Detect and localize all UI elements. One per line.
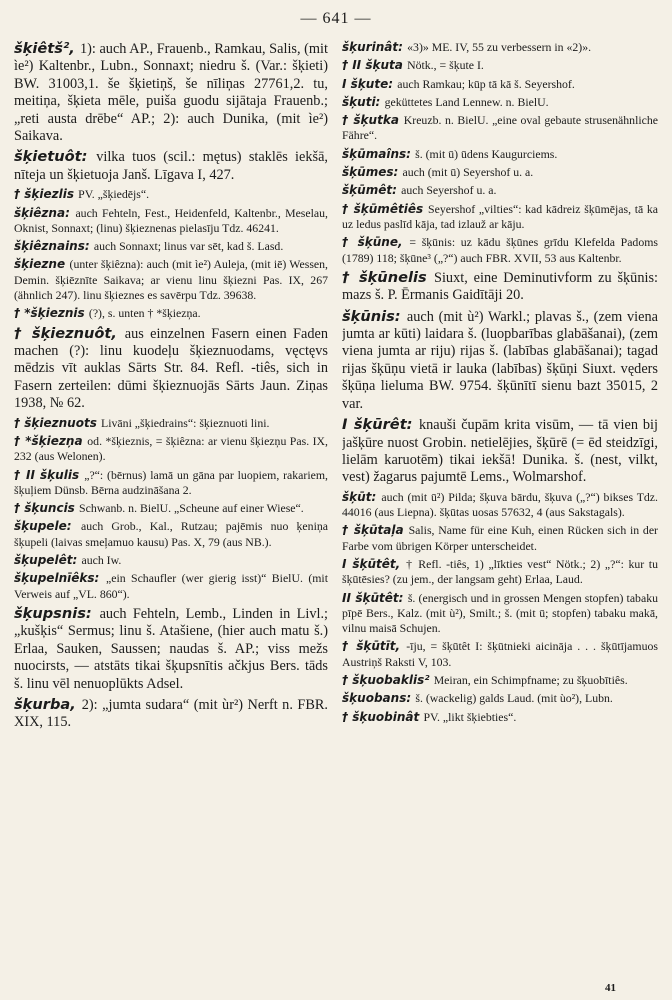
page-number: — 641 — xyxy=(300,10,372,27)
dictionary-entry xyxy=(14,239,328,254)
entry-text: Siuxt, eine Deminutivform zu šķūnis: mazs š. P. Ērmanis Gaidītāji 20. xyxy=(342,269,658,304)
entry-text: „ein Schaufler (wer gierig isst)“ BielU. (mit Verweis auf „VL. 860“). xyxy=(14,571,328,601)
entry-text: «3)» ME. IV, 55 zu verbessern in «2)». xyxy=(407,40,592,54)
dictionary-entry xyxy=(14,416,328,431)
entry-headword: I šķūrêt: xyxy=(342,416,419,434)
entry-text: auch Ramkau; kūp tā kā š. Seyershof. xyxy=(397,76,575,91)
entry-headword: † II šķuta xyxy=(342,58,408,73)
entry-headword: I šķūtêt, xyxy=(342,556,407,571)
entry-headword: šķurba, xyxy=(14,695,82,713)
dictionary-entry xyxy=(342,673,658,688)
entry-text: (?), s. unten † *šķiezņa. xyxy=(88,306,201,321)
entry-text: auch Seyershof u. a. xyxy=(401,183,497,198)
dictionary-entry xyxy=(14,187,328,202)
left-column xyxy=(14,40,328,978)
entry-text: od. *šķieznis, = šķiêzna: ar vienu šķiezņu Pas. IX, 232 (aus Welonen). xyxy=(14,433,328,464)
dictionary-entry xyxy=(342,691,658,706)
dictionary-entry xyxy=(342,202,658,233)
dictionary-entry xyxy=(342,147,658,162)
entry-headword: šķiezne xyxy=(14,257,70,272)
entry-headword: † šķieznuots xyxy=(14,415,102,430)
dictionary-entry xyxy=(14,257,328,303)
entry-headword: † šķūmêtiês xyxy=(342,201,429,216)
dictionary-entry xyxy=(14,40,328,145)
dictionary-entry xyxy=(14,306,328,321)
entry-headword: † šķūtaļa xyxy=(342,523,409,538)
entry-headword: šķupele: xyxy=(14,519,81,534)
entry-text: š. (wackelig) galds Laud. (mit ùo²), Lubn. xyxy=(415,691,613,706)
entry-text: † Refl. -tiês, 1) „līkties vest“ Nötk.; 2) „?“: kur tu šķūtēsies? (zu jem., der langsam geht) Erlaa, Laud. xyxy=(342,556,658,587)
dictionary-entry xyxy=(342,95,658,110)
entry-headword: šķupsnis: xyxy=(14,604,100,622)
entry-headword: I šķute: xyxy=(342,76,398,91)
entry-headword: † šķieznuôt, xyxy=(14,324,125,342)
entry-text: Salis, Name für eine Kuh, einen Rücken sich in der Farbe vom übrigen Körper unterscheidet. xyxy=(342,523,658,553)
entry-headword: † šķuncis xyxy=(14,501,80,516)
entry-text: 1): auch AP., Frauenb., Ramkau, Salis, (mit ìe²) Kaltenbr., Lubn., Sonnaxt; niedru š. (Var.: šķieti) BW. 31003,1. še šķietiņš, še nīliņas 27761,2. tu, meitiņa, šķieta mēle, puiša guodu sijātaja Frauenb.; „reti austa drēbe“ AP.; 2): auch Dunika, (mit ìe²) Saikava. xyxy=(14,41,328,145)
dictionary-entry xyxy=(14,605,328,693)
entry-headword: II šķūtêt: xyxy=(342,590,408,605)
dictionary-entry xyxy=(342,113,658,144)
dictionary-entry xyxy=(342,58,658,73)
entry-text: knauši čupām krita visūm, — tā vien bij jašķūre nuost Grobin. netielējies, šķūrē (= ēd steidzīgi, lielām karuotēm) tikai iekšā! Dunika. š. (nest, vilkt, vest) žagarus pajumtē Lems., Wolmarshof. xyxy=(342,417,658,486)
entry-headword: † šķuobinât xyxy=(342,709,424,724)
dictionary-entry xyxy=(14,519,328,550)
entry-headword: šķupelnīêks: xyxy=(14,571,106,586)
dictionary-entry xyxy=(342,308,658,413)
dictionary-entry xyxy=(14,501,328,516)
dictionary-entry xyxy=(14,571,328,602)
entry-headword: šķiêtš², xyxy=(14,40,80,57)
entry-headword: † šķūne, xyxy=(342,235,410,250)
entry-text: auch Iw. xyxy=(81,553,122,568)
entry-text: Kreuzb. n. BielU. „eine oval gebaute strusenähnliche Fähre“. xyxy=(342,113,658,143)
entry-headword: † *šķiezņa xyxy=(14,433,88,448)
right-column xyxy=(342,40,658,978)
entry-text: š. (energisch und in grossen Mengen stopfen) tabaku pīpē Bers., Kalz. (mit ù²), Smilt.; š. (mit ū; stopfen) tabaku makā, vilnu maisā Schujen. xyxy=(342,590,658,636)
entry-text: geküttetes Land Lennew. n. BielU. xyxy=(384,94,549,109)
dictionary-entry xyxy=(342,269,658,305)
entry-text: Schwanb. n. BielU. „Scheune auf einer Wiese“. xyxy=(79,501,304,516)
entry-text: auch (mit ù²) Warkl.; plavas š., (zem viena jumta ar kūti) laidara š. (luopbarības glabāšanai), (zem viena jumta ar riju) rijas š. (labības glabāšanai); tagad rijas šķūņu vietā ir lauka (labības) šķūņi Siuxt. vęders šķūņa lieluma BW. 9754. šķūnītī sienu bazt 35015, 2 var. xyxy=(342,308,658,412)
entry-text: aus einzelnen Fasern einen Faden machen (?): linu kuodeļu šķieznuodams, vęctęvs mēdzis vīt auklas Sārts Str. 84. Refl. -tiês, sich in Fasern zerteilen: dūmi šķieznuojās Sārts Jaun. Ziņas 1938, № 62. xyxy=(14,325,328,412)
dictionary-entry xyxy=(14,434,328,465)
dictionary-entry xyxy=(342,77,658,92)
entry-text: auch Sonnaxt; linus var sēt, kad š. Lasd. xyxy=(93,239,284,254)
dictionary-entry xyxy=(342,710,658,725)
entry-headword: šķuobans: xyxy=(342,691,416,706)
entry-text: auch (mit ū) Seyershof u. a. xyxy=(402,165,534,180)
entry-text: Nötk., = šķute I. xyxy=(407,58,484,73)
signature-mark: 41 xyxy=(605,982,616,994)
entry-text: Livāni „šķiedrains“: šķieznuoti lini. xyxy=(101,415,270,430)
dictionary-entry xyxy=(342,183,658,198)
dictionary-entry xyxy=(342,557,658,588)
entry-headword: šķiêzna: xyxy=(14,205,76,220)
entry-text: auch Fehteln, Lemb., Linden in Livl.; „kušķis“ Sermus; linu š. Atašiene, (hier auch matu š.) Erlaa, Sauken, Saussen; naudas š. AP.; viss mežs nuocirsts, — atstāts tikai šķupsnītis ačkjus Bers. tāds š. linu vēl nenuoplūkts Adsel. xyxy=(14,605,328,692)
dictionary-entry xyxy=(342,40,658,55)
dictionary-entry xyxy=(14,468,328,499)
dictionary-entry xyxy=(342,490,658,521)
entry-text: auch Grob., Kal., Rutzau; pajēmis nuo ķeniņa šķupeli (laivas smeļamuo kausu) Pas. X, 79 (aus NB.). xyxy=(14,519,328,549)
entry-headword: šķiêznains: xyxy=(14,239,94,254)
dictionary-entry xyxy=(14,148,328,184)
entry-headword: † šķutka xyxy=(342,113,404,128)
dictionary-entry xyxy=(342,639,658,670)
dictionary-entry xyxy=(14,553,328,568)
entry-headword: † šķuobaklis² xyxy=(342,673,434,687)
entry-text: = šķūnis: uz kādu šķūnes grīdu Klefelda Padoms (1789) 118; šķūne³ („?“) auch FBR. XVII, 53 aus Kaltenbr. xyxy=(342,235,658,265)
entry-text: Meiran, ein Schimpfname; zu šķuobītiês. xyxy=(433,673,628,687)
entry-headword: šķietuôt: xyxy=(14,148,97,166)
entry-headword: šķūmaîns: xyxy=(342,146,416,161)
dictionary-entry xyxy=(342,235,658,266)
entry-headword: šķuti: xyxy=(342,94,385,109)
entry-text: -īju, = šķūtêt I: šķūtnieki aicināja . . . šķūtījamuos Austriņš Raksti V, 103. xyxy=(342,639,658,669)
entry-headword: šķūmes: xyxy=(342,165,403,180)
entry-text: PV. „likt šķiebties“. xyxy=(423,709,517,724)
entry-headword: † II šķulis xyxy=(14,467,85,482)
entry-text: PV. „šķiedējs“. xyxy=(78,187,150,202)
entry-text: „?“: (bērnus) lamā un gāna par luopiem, rakariem, šķuļiem Dünsb. Bērna audzināšana 2. xyxy=(14,467,328,497)
entry-text: š. (mit ū) ūdens Kaugurciems. xyxy=(415,146,558,161)
dictionary-entry xyxy=(14,696,328,732)
entry-headword: šķupelêt: xyxy=(14,553,82,568)
entry-text: 2): „jumta sudara“ (mit ùr²) Nerft n. FBR. XIX, 115. xyxy=(14,696,328,731)
entry-text: (unter šķiêzna): auch (mit ìe²) Auleja, (mit iē) Wessen, Demin. šķiēznīte Saikava; ar vienu linu šķiezni Pas. IX, 267 (ähnlich 247). linu šķieznes es savērpu Tdz. 39638. xyxy=(14,257,328,303)
entry-headword: † šķūnelis xyxy=(342,268,434,286)
entry-text: auch (mit ū²) Pilda; šķuva bārdu, šķuva („?“) bikses Tdz. 44016 (aus Liepna). šķūtas uosas 57632, 4 (aus Sakstagals). xyxy=(342,489,658,520)
dictionary-entry xyxy=(14,206,328,237)
dictionary-entry xyxy=(14,325,328,413)
entry-headword: šķūmêt: xyxy=(342,183,402,198)
entry-headword: šķūnis: xyxy=(342,307,407,325)
entry-headword: † šķiezlis xyxy=(14,187,79,202)
dictionary-entry xyxy=(342,416,658,487)
entry-headword: šķurinât: xyxy=(342,40,408,54)
entry-headword: † šķūtīt, xyxy=(342,639,407,654)
entry-text: vilka tuos (scil.: mętus) staklēs iekšā, nīteja un šķietuoja Janš. Līgava I, 427. xyxy=(14,149,328,183)
dictionary-entry xyxy=(342,523,658,554)
entry-text: Seyershof „vilties“: kad kādreiz šķūmējas, tā ka uz ledus paslīd kāja, tad izlauž ar kāju. xyxy=(342,201,658,231)
entry-headword: šķūt: xyxy=(342,489,382,504)
dictionary-entry xyxy=(342,165,658,180)
entry-text: auch Fehteln, Fest., Heidenfeld, Kaltenbr., Meselau, Oknist, Sonnaxt; (linu) šķieznenas pielasīju Tdz. 46241. xyxy=(14,205,328,235)
dictionary-entry xyxy=(342,591,658,637)
entry-headword: † *šķieznis xyxy=(14,306,89,321)
